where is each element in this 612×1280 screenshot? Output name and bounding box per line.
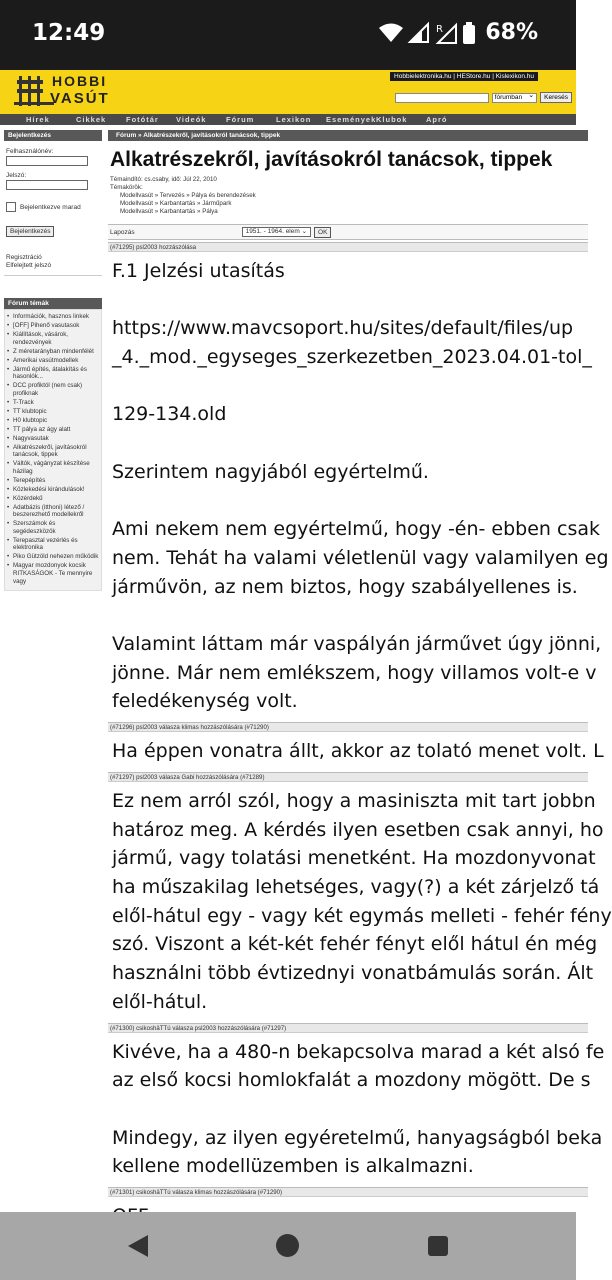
topic-link[interactable]: • Terepasztal vezérlés és elektronika bbox=[7, 537, 99, 552]
post-blank-line bbox=[112, 429, 584, 458]
username-label: Felhasználónév: bbox=[6, 148, 54, 155]
nav-item-cikkek[interactable]: Cikkek bbox=[76, 115, 107, 124]
password-field[interactable] bbox=[6, 180, 88, 190]
post-list bbox=[108, 242, 612, 1237]
nav-item-apro[interactable]: Apró bbox=[426, 115, 448, 124]
battery-icon bbox=[463, 22, 475, 44]
topic-link[interactable]: • Z méretarányban mindenfélét bbox=[7, 348, 99, 356]
search-bar bbox=[395, 92, 572, 103]
register-link[interactable]: Regisztráció bbox=[6, 254, 42, 261]
post-text-line: elől-hátul egy - vagy két egymás melleti - fehér fény bbox=[112, 904, 612, 927]
post-text-line: kellene modellüzemben is alkalmazni. bbox=[112, 1155, 474, 1178]
forgot-password-link[interactable]: Elfelejtett jelszó bbox=[6, 262, 52, 269]
nav-item-hirek[interactable]: Hírek bbox=[26, 115, 50, 124]
post-text-line: szó. Viszont a két-két fehér fényt elől hátul én még bbox=[112, 933, 598, 956]
topic-link[interactable]: • [OFF] Pihenő vasutasok bbox=[7, 322, 99, 330]
username-field[interactable] bbox=[6, 156, 88, 166]
topic-link[interactable]: • Információk, hasznos linkek bbox=[7, 313, 99, 321]
post-text-line: Szerintem nagyjából egyértelmű. bbox=[112, 460, 429, 483]
post-text-line: Kivéve, ha a 480-n bekapcsolva marad a két alsó fe bbox=[112, 1040, 605, 1063]
post-header[interactable]: (#71296) psl2003 válasza klimas hozzászólására (#71290) bbox=[108, 722, 588, 732]
topic-link[interactable]: • DCC profiktól (nem csak) profiknak bbox=[7, 382, 99, 397]
category-link[interactable]: Modellvasút » Karbantartás » Járműpark bbox=[120, 200, 232, 207]
topic-link[interactable]: • Piko Gützöld nehezen működik bbox=[7, 553, 99, 561]
forum-topics-title: Fórum témák bbox=[4, 298, 102, 309]
nav-item-forum[interactable]: Fórum bbox=[226, 115, 255, 124]
post-text-line: Ha éppen vonatra állt, akkor az tolató menet volt. L bbox=[112, 740, 604, 763]
post-body bbox=[108, 1033, 605, 1188]
post-text-line: jönne. Már nem emlékszem, hogy villamos volt-e v bbox=[112, 661, 597, 684]
main-content bbox=[108, 130, 612, 1237]
login-box bbox=[4, 141, 102, 276]
breadcrumb[interactable]: Fórum » Alkatrészekről, javításokról tanácsok, tippek bbox=[108, 130, 588, 141]
post-text-line: _4._mod._egyseges_szerkezetben_2023.04.01-tol_ bbox=[112, 346, 592, 369]
post-blank-line bbox=[112, 372, 584, 401]
post-text-line: 129-134.old bbox=[112, 403, 227, 426]
topic-link[interactable]: • Közlekedési kirándulások! bbox=[7, 486, 99, 494]
railway-logo-icon bbox=[14, 72, 54, 112]
nav-item-videok[interactable]: Videók bbox=[176, 115, 207, 124]
post-text-line: ha műszakilag lehetséges, vagy(?) a két zárjelző tá bbox=[112, 875, 600, 898]
forum-page bbox=[0, 70, 612, 1212]
home-icon[interactable] bbox=[276, 1234, 299, 1257]
login-box-title: Bejelentkezés bbox=[4, 130, 102, 141]
post-body bbox=[108, 732, 604, 772]
password-label: Jelszó: bbox=[6, 172, 27, 179]
pagination-select-value: 1951. - 1964. elem bbox=[245, 228, 300, 235]
topic-link[interactable]: • Kiállítások, vásárok, rendezvények bbox=[7, 331, 99, 346]
main-nav bbox=[0, 114, 576, 125]
pagination-label: Lapozás bbox=[110, 228, 135, 236]
topic-link[interactable]: • T-Track bbox=[7, 399, 99, 407]
topic-meta bbox=[108, 176, 588, 216]
post-blank-line bbox=[112, 286, 584, 315]
topic-link[interactable]: • Amerikai vasútmodellek bbox=[7, 357, 99, 365]
page-title: Alkatrészekről, javításokról tanácsok, tippek bbox=[110, 148, 553, 171]
search-scope-select[interactable]: fórumban ⌄ bbox=[492, 93, 537, 103]
post-text-line: használni több évtizednyi vonatbámulás során. Ált bbox=[112, 962, 594, 985]
topic-link[interactable]: • TT klubtopic bbox=[7, 408, 99, 416]
signal-icon bbox=[409, 23, 429, 43]
forum-post bbox=[108, 1023, 605, 1188]
site-header bbox=[0, 70, 576, 114]
post-text-line: https://www.mavcsoport.hu/sites/default/files/up bbox=[112, 317, 574, 340]
post-text-line: az első kocsi homlokfalát a mozdony mögött. De s bbox=[112, 1069, 591, 1092]
topic-link[interactable]: • Alkatrészekről, javításokról tanácsok, tippek bbox=[7, 444, 99, 459]
nav-item-lexikon[interactable]: Lexikon bbox=[276, 115, 312, 124]
nav-item-esemenyek[interactable]: Események bbox=[326, 115, 377, 124]
battery-percent: 68% bbox=[485, 20, 538, 45]
topic-link[interactable]: • Terepépítés bbox=[7, 477, 99, 485]
post-text-line: Ami nekem nem egyértelmű, hogy -én- ebben csak bbox=[112, 518, 601, 541]
post-header[interactable]: (#71300) csikoshäTTú válasza psl2003 hozzászólására (#71297) bbox=[108, 1023, 588, 1033]
logo-text-hobbi: HOBBI bbox=[52, 73, 108, 89]
status-bar bbox=[0, 0, 576, 70]
remember-checkbox[interactable] bbox=[6, 202, 16, 212]
site-logo[interactable] bbox=[14, 72, 114, 112]
topic-link[interactable]: • TT pálya az ágy alatt bbox=[7, 426, 99, 434]
sidebar bbox=[4, 130, 102, 591]
topic-link[interactable]: • Szerszámok és segédeszközök bbox=[7, 520, 99, 535]
topic-link[interactable]: • Jármű építés, átalakítás és hasonlók... bbox=[7, 366, 99, 381]
forum-post bbox=[108, 242, 609, 722]
forum-post bbox=[108, 722, 604, 772]
post-header[interactable]: (#71301) csikoshäTTú válasza klimas hozzászólására (#71290) bbox=[108, 1187, 588, 1197]
chevron-down-icon: ⌄ bbox=[301, 228, 308, 235]
post-body bbox=[108, 782, 612, 1023]
forum-topics bbox=[4, 298, 102, 591]
pagination-ok-button[interactable]: OK bbox=[314, 227, 331, 238]
svg-text:R: R bbox=[436, 23, 444, 35]
status-icons bbox=[379, 20, 538, 45]
partner-links[interactable]: Hobbielektronika.hu | HEStore.hu | Kislexikon.hu bbox=[390, 72, 538, 81]
post-text-line: jármű, vagy tolatási menetként. Ha mozdonyvonat bbox=[112, 847, 596, 870]
remember-me[interactable] bbox=[6, 202, 100, 212]
pagination-select[interactable] bbox=[242, 227, 311, 237]
post-text-line: nem. Tehát ha valami véletlenül vagy valamilyen eg bbox=[112, 546, 609, 569]
post-text-line: feledékenység volt. bbox=[112, 690, 298, 713]
recents-icon[interactable] bbox=[428, 1236, 448, 1256]
post-text-line: elől-hátul. bbox=[112, 990, 208, 1013]
post-body bbox=[108, 252, 609, 722]
pagination-row bbox=[108, 224, 588, 240]
topic-link[interactable]: • Nagyvasutak bbox=[7, 435, 99, 443]
category-link[interactable]: Modellvasút » Tervezés » Pálya és berendezések bbox=[120, 192, 256, 199]
logo-text-vasut: VASÚT bbox=[50, 90, 110, 107]
categories-label: Témakörök: bbox=[110, 184, 143, 191]
topic-link[interactable]: • Magyar mozdonyok kocsik RITKASÁGOK - Te mennyire vagy bbox=[7, 562, 99, 585]
status-time: 12:49 bbox=[32, 20, 106, 46]
signal-roaming-icon bbox=[435, 22, 457, 44]
post-text-line: Mindegy, az ilyen egyéretelmű, hanyagságból beka bbox=[112, 1126, 603, 1149]
nav-item-fototar[interactable]: Fotótár bbox=[126, 115, 159, 124]
topic-link[interactable]: • Adatbázis (itthoni) létező / beszerezhető modellekről bbox=[7, 504, 99, 519]
post-text-line: határoz meg. A kérdés ilyen esetben csak annyi, ho bbox=[112, 818, 604, 841]
post-blank-line bbox=[112, 487, 584, 516]
topic-link[interactable]: • H0 klubtopic bbox=[7, 417, 99, 425]
forum-post bbox=[108, 772, 612, 1023]
post-blank-line bbox=[112, 601, 584, 630]
post-text-line: Ez nem arról szól, hogy a masiniszta mit tart jobbn bbox=[112, 789, 596, 812]
wifi-icon bbox=[379, 23, 403, 43]
topic-list bbox=[4, 309, 102, 591]
nav-item-klubok[interactable]: Klubok bbox=[376, 115, 408, 124]
search-input[interactable] bbox=[395, 93, 489, 103]
topic-link[interactable]: • Közérdekű bbox=[7, 495, 99, 503]
back-icon[interactable] bbox=[127, 1234, 149, 1258]
topic-starter: Témaindító: cs.csaby, idő: Júl 22, 2010 bbox=[110, 176, 217, 183]
post-blank-line bbox=[112, 1095, 584, 1124]
post-text-line: járművön, az nem biztos, hogy szabályellenes is. bbox=[112, 575, 578, 598]
search-button[interactable]: Keresés bbox=[540, 92, 572, 103]
login-button[interactable]: Bejelentkezés bbox=[6, 226, 54, 237]
topic-link[interactable]: • Váltók, vágányzat készítése házilag bbox=[7, 460, 99, 475]
post-header[interactable]: (#71295) psl2003 hozzászólása bbox=[108, 242, 588, 252]
remember-label: Bejelentkezve marad bbox=[20, 203, 81, 211]
post-text-line: F.1 Jelzési utasítás bbox=[112, 260, 285, 282]
post-header[interactable]: (#71297) psl2003 válasza Gabi hozzászólására (#71289) bbox=[108, 772, 588, 782]
post-text-line: Valamint láttam már vaspályán járművet úgy jönni, bbox=[112, 633, 602, 656]
android-nav-bar bbox=[0, 1212, 576, 1280]
category-link[interactable]: Modellvasút » Karbantartás » Pálya bbox=[120, 208, 218, 215]
